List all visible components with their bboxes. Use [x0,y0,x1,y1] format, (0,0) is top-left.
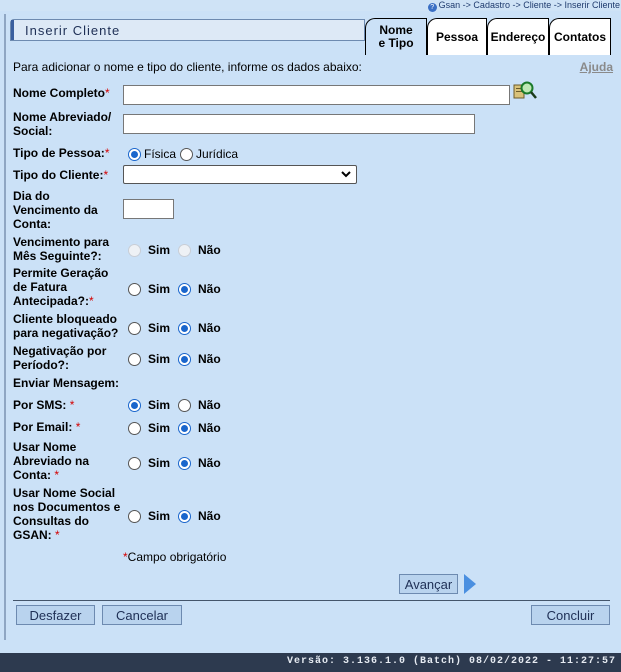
usar-nome-social-sim-radio[interactable] [128,510,141,523]
vencimento-sim-radio [128,244,141,257]
search-client-icon[interactable] [513,80,537,102]
required-mark: * [75,420,81,434]
concluir-button[interactable]: Concluir [531,605,610,625]
tab-contatos-label: Contatos [554,29,606,44]
negativacao-nao-label: Não [198,352,221,366]
required-mark: * [105,86,110,100]
vencimento-mes-seguinte-group [128,242,229,258]
title-accent [11,20,14,40]
page-title-bar [10,19,365,41]
tab-nome-e-tipo[interactable] [365,18,427,55]
negativacao-periodo-label: Negativação por Período?: [13,344,107,372]
tab-pessoa[interactable] [427,18,487,55]
cancelar-button[interactable]: Cancelar [102,605,182,625]
fatura-antecipada-nao-radio[interactable] [178,283,191,296]
por-email-label-text: Por Email: [13,420,73,434]
nome-abreviado-input[interactable] [123,114,475,134]
cliente-bloqueado-sim-label: Sim [148,321,171,335]
usar-nome-abreviado-sim-radio[interactable] [128,457,141,470]
fatura-antecipada-group [128,281,229,297]
chevron-down-icon [340,167,352,181]
arrow-right-icon[interactable] [464,574,476,594]
required-mark: * [104,146,110,160]
usar-nome-social-nao-label: Não [198,509,221,523]
version-text: Versão: 3.136.1.0 (Batch) 08/02/2022 - 11:27:57 [286,656,616,667]
top-bar [0,0,621,11]
negativacao-sim-radio[interactable] [128,353,141,366]
fatura-antecipada-label [13,266,118,308]
page-title: Inserir Cliente [25,23,121,38]
enviar-mensagem-label: Enviar Mensagem: [13,376,120,390]
fatura-antecipada-label-text: Permite Geração de Fatura Antecipada?: [13,266,109,308]
usar-nome-abreviado-group [128,455,229,471]
status-bar [0,653,621,672]
por-email-label [13,420,125,434]
vencimento-sim-label: Sim [148,243,171,257]
por-sms-nao-label: Não [198,398,221,412]
required-mark: * [89,294,94,308]
divider [13,600,610,601]
required-note-mark: * [123,550,128,564]
negativacao-nao-radio[interactable] [178,353,191,366]
vencimento-nao-radio [178,244,191,257]
nome-completo-input[interactable] [123,85,510,105]
desfazer-button[interactable]: Desfazer [16,605,95,625]
nome-abreviado-label: Nome Abreviado/ Social: [13,110,112,138]
tab-endereco-label: Endereço [490,29,546,44]
fatura-antecipada-sim-radio[interactable] [128,283,141,296]
por-email-group [128,420,229,436]
tipo-cliente-select[interactable] [123,165,357,184]
tipo-cliente-label [13,168,125,182]
fatura-antecipada-sim-label: Sim [148,282,171,296]
usar-nome-abreviado-sim-label: Sim [148,456,171,470]
nome-completo-label [13,86,125,100]
usar-nome-abreviado-nao-radio[interactable] [178,457,191,470]
por-email-nao-label: Não [198,421,221,435]
cliente-bloqueado-group [128,320,229,336]
por-sms-sim-radio[interactable] [128,399,141,412]
cliente-bloqueado-nao-radio[interactable] [178,322,191,335]
cliente-bloqueado-nao-label: Não [198,321,221,335]
required-note-text: Campo obrigatório [127,550,227,564]
por-sms-label [13,398,125,412]
help-link[interactable]: Ajuda [579,60,613,74]
tipo-cliente-label-text: Tipo do Cliente: [13,168,104,182]
required-mark: * [55,528,60,542]
required-mark: * [54,468,60,482]
usar-nome-social-group [128,508,229,524]
negativacao-sim-label: Sim [148,352,171,366]
usar-nome-abreviado-nao-label: Não [198,456,221,470]
required-note [123,550,226,564]
cliente-bloqueado-sim-radio[interactable] [128,322,141,335]
cliente-bloqueado-label: Cliente bloqueado para negativação? [13,312,119,340]
fatura-antecipada-nao-label: Não [198,282,221,296]
breadcrumb [428,0,620,11]
tab-nome-line2: e Tipo [378,36,414,50]
required-mark: * [103,168,109,182]
avancar-button[interactable]: Avançar [399,574,458,594]
dia-vencimento-label: Dia do Vencimento da Conta: [13,189,98,231]
tipo-pessoa-fisica-radio[interactable] [128,148,141,161]
usar-nome-social-label-text: Usar Nome Social nos Documentos e Consultas do GSAN: [13,486,121,542]
por-sms-sim-label: Sim [148,398,171,412]
usar-nome-social-label [13,486,123,542]
dia-vencimento-input[interactable] [123,199,174,219]
negativacao-periodo-group [128,351,229,367]
tipo-pessoa-fisica-label: Física [144,147,177,161]
por-email-sim-label: Sim [148,421,171,435]
por-email-nao-radio[interactable] [178,422,191,435]
vencimento-mes-seguinte-label: Vencimento para Mês Seguinte?: [13,235,110,263]
usar-nome-social-nao-radio[interactable] [178,510,191,523]
por-sms-group [128,397,229,413]
intro-text: Para adicionar o nome e tipo do cliente, informe os dados abaixo: [13,60,362,74]
vencimento-nao-label: Não [198,243,221,257]
tab-pessoa-label: Pessoa [435,29,479,44]
tipo-pessoa-juridica-label: Jurídica [196,147,239,161]
tipo-pessoa-label [13,146,125,160]
usar-nome-social-sim-label: Sim [148,509,171,523]
por-email-sim-radio[interactable] [128,422,141,435]
tipo-pessoa-group [128,146,242,162]
tipo-pessoa-label-text: Tipo de Pessoa: [13,146,105,160]
nome-completo-label-text: Nome Completo [13,86,106,100]
usar-nome-abreviado-label [13,440,103,482]
por-sms-label-text: Por SMS: [13,398,67,412]
tab-nome-line1: Nome [379,23,413,37]
breadcrumb-text: Gsan -> Cadastro -> Cliente -> Inserir Cliente [438,0,620,10]
por-sms-nao-radio[interactable] [178,399,191,412]
usar-nome-abreviado-label-text: Usar Nome Abreviado na Conta: [13,440,90,482]
tab-contatos[interactable] [549,18,611,55]
tipo-pessoa-juridica-radio[interactable] [180,148,193,161]
help-icon[interactable]: ? [428,3,437,12]
required-mark: * [69,398,75,412]
left-border [4,14,6,640]
tab-endereco[interactable] [487,18,549,55]
